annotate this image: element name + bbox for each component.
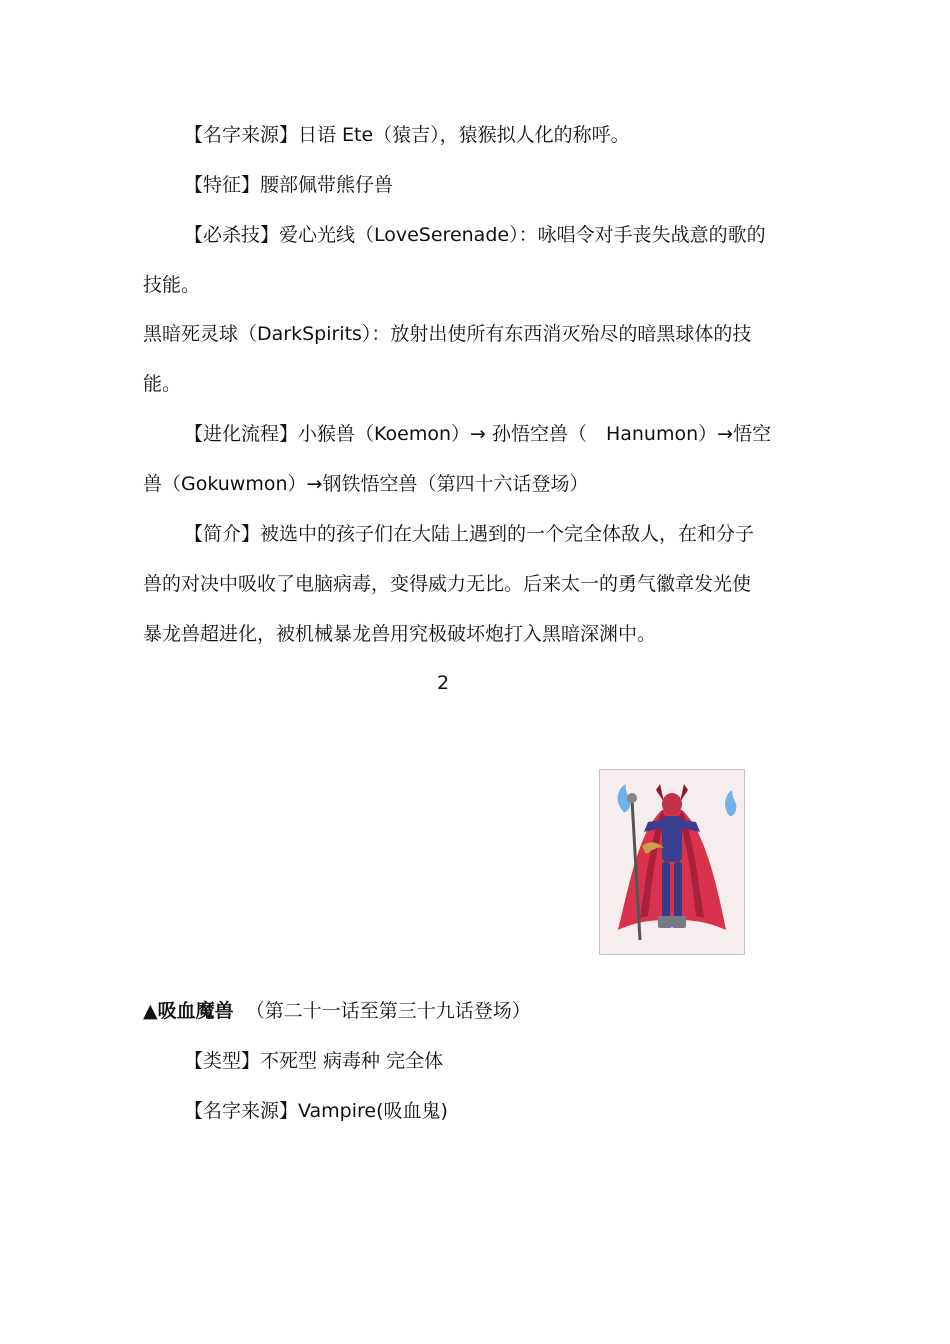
section-heading [143,999,531,1023]
vampire-monster-icon [600,770,744,954]
intro-line-1: 【简介】被选中的孩子们在大陆上遇到的一个完全体敌人，在和分子 [184,523,755,545]
special-move-line-3: 黑暗死灵球（DarkSpirits）：放射出使所有东西消灭殆尽的暗黑球体的技 [143,323,752,345]
evolution-line-1: 【进化流程】小猴兽（Koemon）→ 孙悟空兽（ Hanumon）→悟空 [184,423,772,445]
name-origin-line: 【名字来源】日语 Ete（猿吉），猿猴拟人化的称呼。 [184,124,630,146]
section-episodes: （第二十一话至第三十九话登场） [245,1000,531,1022]
intro-line-2: 兽的对决中吸收了电脑病毒，变得威力无比。后来太一的勇气徽章发光使 [143,573,752,595]
type-line: 【类型】不死型 病毒种 完全体 [184,1050,444,1072]
feature-line: 【特征】腰部佩带熊仔兽 [184,174,394,196]
section-title: 吸血魔兽 [157,1000,234,1022]
special-move-line-4: 能。 [143,373,182,395]
name-origin-line-2: 【名字来源】Vampire(吸血鬼) [184,1100,448,1122]
special-move-line-2: 技能。 [143,274,201,296]
triangle-marker-icon: ▲ [143,1000,158,1022]
special-move-line-1: 【必杀技】爱心光线（LoveSerenade）：咏唱令对手丧失战意的歌的 [184,224,766,246]
vampire-monster-image [599,769,745,955]
intro-line-3: 暴龙兽超进化，被机械暴龙兽用究极破坏炮打入黑暗深渊中。 [143,623,657,645]
page-number: 2 [436,672,450,694]
evolution-line-2: 兽（Gokuwmon）→钢铁悟空兽（第四十六话登场） [143,473,589,495]
